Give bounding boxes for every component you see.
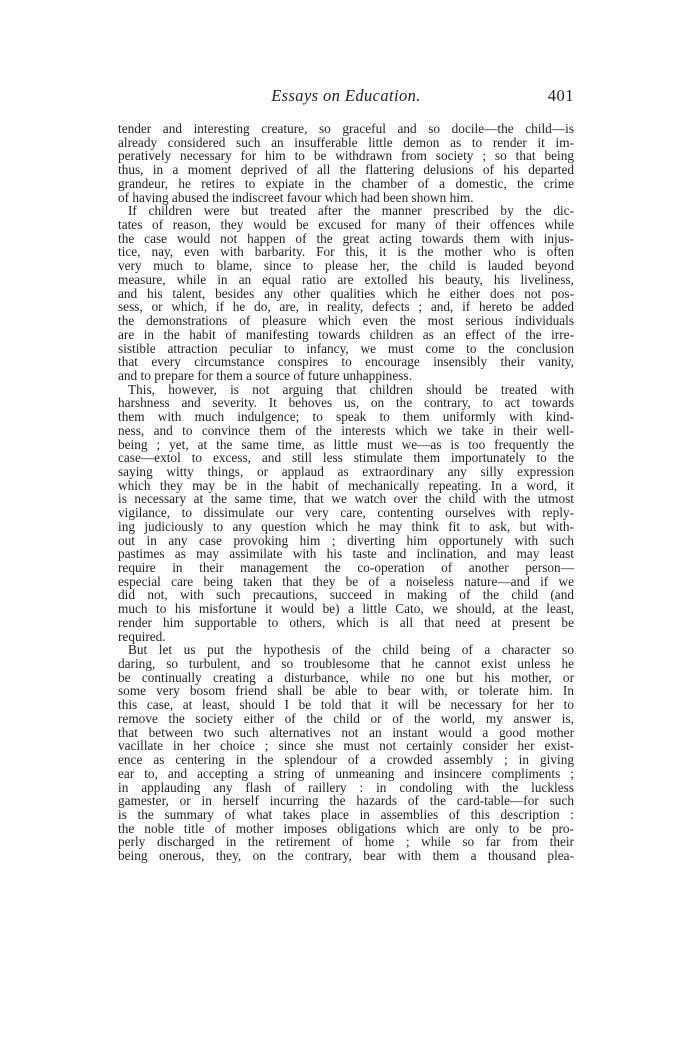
text-line: ing judiciously to any question which he may think fit to ask, but with- (118, 518, 574, 534)
text-line: But let us put the hypothesis of the child being of a character so (128, 642, 574, 658)
text-line: them with much indulgence; to speak to them uniformly with kind- (118, 409, 574, 425)
text-line: harshness and severity. It behoves us, on the contrary, to act towards (118, 395, 574, 411)
text-line: being onerous, they, on the contrary, bear with them a thousand plea- (118, 848, 574, 864)
text-line: that between two such alternatives not an instant would a good mother (118, 724, 574, 740)
text-line: out in any case provoking him ; diverting him opportunely with such (118, 532, 574, 548)
text-line: measure, while in an equal ratio are extolled his beauty, his liveliness, (118, 271, 574, 287)
text-line: vigilance, to dissimulate our very care, contenting ourselves with reply- (118, 505, 574, 521)
text-line: remove the society either of the child or of the world, my answer is, (118, 710, 574, 726)
text-line: and his talent, besides any other qualities which he either does not pos- (118, 285, 574, 301)
text-line: in applauding any flash of raillery : in condoling with the luckless (118, 779, 574, 795)
text-line: peratively necessary for him to be withdrawn from society ; so that being (118, 148, 574, 164)
text-line: of having abused the indiscreet favour which had been shown him. (118, 189, 474, 205)
text-line: ence as centering in the splendour of a crowded assembly ; in giving (118, 752, 574, 768)
running-title: Essays on Education. (271, 86, 421, 105)
text-line: sistible attraction peculiar to infancy, we must come to the conclusion (118, 340, 574, 356)
text-line: are in the habit of manifesting towards children as an effect of the irre- (118, 326, 574, 342)
text-line: tates of reason, they would be excused for many of their offences while (118, 217, 574, 233)
text-line: pastimes as may assimilate with his taste and inclination, and may least (118, 546, 574, 562)
text-line: tender and interesting creature, so graceful and so docile—the child—is (118, 121, 574, 136)
text-line: and to prepare for them a source of future unhappiness. (118, 367, 412, 383)
text-line: the demonstrations of pleasure which even the most serious individuals (118, 313, 574, 329)
text-line: the noble title of mother imposes obligations which are only to be pro- (118, 820, 574, 836)
text-line: perly discharged in the retirement of home ; while so far from their (118, 834, 574, 850)
text-line: gamester, or in herself incurring the hazards of the card-table—for such (118, 793, 574, 809)
text-line: thus, in a moment deprived of all the flattering delusions of his departed (118, 162, 574, 178)
text-line: did not, with such precautions, succeed in making of the child (and (118, 587, 574, 603)
text-line: ness, and to convince them of the interests which we take in their well- (118, 422, 574, 438)
text-line: the case would not happen of the great acting towards them with injus- (118, 230, 574, 246)
text-line: ear to, and accepting a string of unmeaning and insincere compliments ; (118, 765, 574, 781)
text-line: This, however, is not arguing that children should be treated with (128, 381, 574, 397)
page-header (118, 86, 574, 108)
text-line: be continually creating a disturbance, while no one but his mother, or (118, 669, 574, 685)
text-line: case—extol to excess, and still less stimulate them importunately to the (118, 450, 574, 466)
text-line: required. (118, 628, 166, 644)
body-text (118, 122, 574, 863)
text-line: already considered such an insufferable little demon as to render it im- (118, 134, 574, 150)
text-line: tice, nay, even with barbarity. For this, it is the mother who is often (118, 244, 574, 260)
text-line: vacillate in her choice ; since she must not certainly consider her exist- (118, 738, 574, 754)
text-line: sess, or which, if he do, are, in reality, defects ; and, if hereto be added (118, 299, 574, 315)
text-line: daring, so turbulent, and so troublesome that he cannot exist unless he (118, 656, 574, 672)
text-line: is necessary at the same time, that we watch over the child with the utmost (118, 491, 574, 507)
text-line: render him supportable to others, which is all that need at present be (118, 614, 574, 630)
text-line: that every circumstance conspires to encourage insensibly their vanity, (118, 354, 574, 370)
text-line: being ; yet, at the same time, as little must we—as is too frequently the (118, 436, 574, 452)
text-line: saying witty things, or applaud as extraordinary any silly expression (118, 463, 574, 479)
text-line: some very bosom friend shall be able to bear with, or tolerate him. In (118, 683, 574, 699)
text-line: If children were but treated after the manner prescribed by the dic- (128, 203, 574, 219)
text-line: much to his misfortune it would be) a little Cato, we should, at the least, (118, 601, 574, 617)
text-line: very much to blame, since to please her, the child is lauded beyond (118, 258, 574, 274)
text-line: which they may be in the habit of mechanically repeating. In a word, it (118, 477, 574, 493)
text-line: grandeur, he retires to expiate in the chamber of a domestic, the crime (118, 175, 574, 191)
page-number: 401 (547, 86, 574, 105)
text-line: require in their management the co-operation of another person— (118, 560, 574, 575)
text-line: this case, at least, should I be told that it will be necessary for her to (118, 697, 574, 713)
text-line: is the summary of what takes place in assemblies of this description : (118, 806, 574, 822)
text-line: especial care being taken that they be of a noiseless nature—and if we (118, 573, 574, 589)
